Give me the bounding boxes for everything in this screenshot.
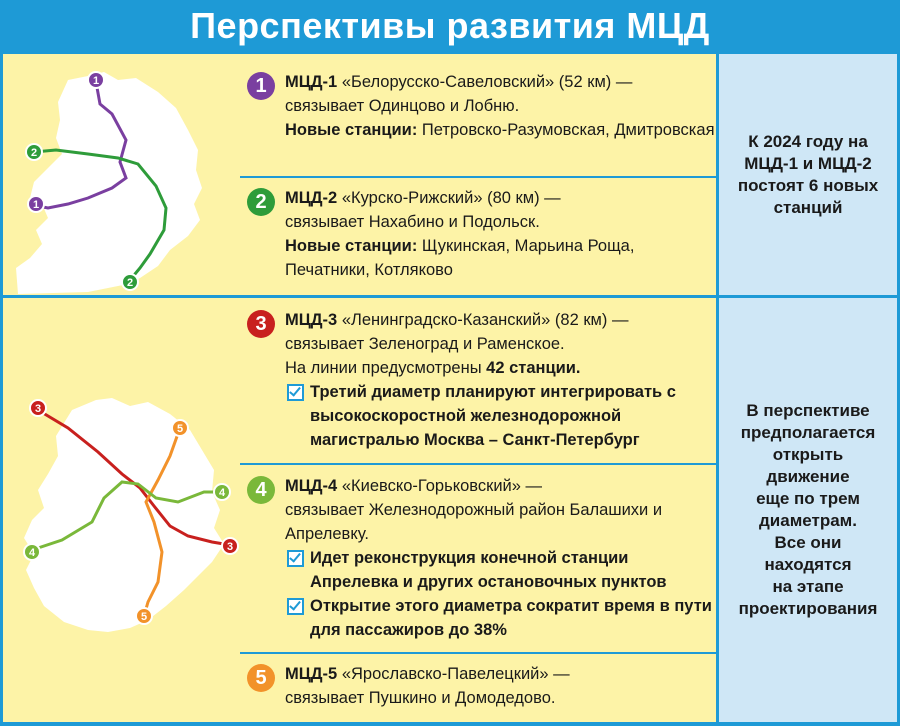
divider-1 (240, 176, 716, 178)
divider-4 (240, 652, 716, 654)
line-badge-mcd1: 1 (247, 72, 275, 100)
line-name: МЦД-3 (285, 311, 338, 329)
stations-count: 42 станции. (486, 359, 581, 377)
marker-label: 1 (92, 75, 100, 87)
map-top-marker (88, 72, 104, 88)
line-badge-mcd5: 5 (247, 664, 275, 692)
marker-label: 2 (30, 147, 38, 159)
marker-label: 3 (34, 403, 42, 415)
new-stations-label: Новые станции: (285, 121, 418, 139)
map-bottom-marker (172, 420, 188, 436)
map-bottom (8, 370, 240, 660)
line-badge-mcd4: 4 (247, 476, 275, 504)
line-name: МЦД-5 (285, 665, 338, 683)
side-note-top-text: К 2024 году на МЦД-1 и МЦД-2 постоят 6 новых станций (737, 131, 879, 217)
line-route: «Ярославско-Павелецкий» — (341, 665, 570, 683)
stations-prefix: На линии предусмотрены (285, 359, 482, 377)
line-connects: связывает Пушкино и Домодедово. (285, 689, 556, 707)
map-top-marker (28, 196, 44, 212)
line-route: «Ленинградско-Казанский» (82 км) — (341, 311, 629, 329)
note-item (285, 546, 717, 594)
side-note-top (719, 54, 897, 295)
divider-3 (240, 463, 716, 465)
note-item (285, 380, 717, 452)
new-stations: Петровско-Разумовская, Дмитровская (421, 121, 715, 139)
map-bottom-marker (30, 400, 46, 416)
marker-label: 4 (218, 487, 226, 499)
note-text: Открытие этого диаметра сократит время в пути для пассажиров до 38% (310, 597, 712, 639)
line-entry-mcd3 (247, 308, 717, 452)
map-bottom-marker (222, 538, 238, 554)
line-route: «Белорусско-Савеловский» (52 км) — (341, 73, 633, 91)
checkbox-icon (287, 550, 304, 567)
line-name: МЦД-1 (285, 73, 338, 91)
line-badge-mcd3: 3 (247, 310, 275, 338)
line-entry-mcd5 (247, 662, 717, 710)
line-name: МЦД-2 (285, 189, 338, 207)
note-item (285, 594, 717, 642)
map-bottom-marker (136, 608, 152, 624)
side-note-bottom-text: В перспективе предполагается открыть движение еще по трем диаметрам. Все они находятся на этапе проектирования (738, 401, 878, 618)
line-route: «Курско-Рижский» (80 км) — (341, 189, 561, 207)
new-stations-label: Новые станции: (285, 237, 418, 255)
moscow-outline-top (16, 72, 202, 294)
marker-label: 3 (226, 541, 234, 553)
line-badge-mcd2: 2 (247, 188, 275, 216)
map-bottom-marker (214, 484, 230, 500)
moscow-outline-bottom (24, 398, 224, 632)
line-connects: связывает Нахабино и Подольск. (285, 213, 540, 231)
marker-label: 5 (176, 423, 184, 435)
checkbox-icon (287, 384, 304, 401)
line-connects: связывает Зеленоград и Раменское. (285, 335, 565, 353)
map-top-marker (26, 144, 42, 160)
map-top-marker (122, 274, 138, 290)
page-title: Перспективы развития МЦД (190, 5, 710, 46)
line-name: МЦД-4 (285, 477, 338, 495)
marker-label: 4 (28, 547, 36, 559)
side-note-bottom (719, 298, 897, 722)
marker-label: 2 (126, 277, 134, 289)
map-top (8, 58, 238, 294)
checkbox-icon (287, 598, 304, 615)
line-entry-mcd1 (247, 70, 717, 142)
line-route: «Киевско-Горьковский» — (341, 477, 543, 495)
line-entry-mcd2 (247, 186, 717, 282)
marker-label: 1 (32, 199, 40, 211)
line-connects: связывает Железнодорожный район Балашихи и Апрелевку. (285, 501, 663, 543)
note-text: Идет реконструкция конечной станции Апрелевка и других остановочных пунктов (310, 549, 667, 591)
new-stations: Щукинская, Марьина Роща, Печатники, Котляково (285, 237, 635, 279)
marker-label: 5 (140, 611, 148, 623)
line-connects: связывает Одинцово и Лобню. (285, 97, 520, 115)
note-text: Третий диаметр планируют интегрировать с высокоскоростной железнодорожной магистралью Москва – Санкт-Петербург (310, 383, 676, 449)
map-bottom-marker (24, 544, 40, 560)
line-entry-mcd4 (247, 474, 717, 642)
